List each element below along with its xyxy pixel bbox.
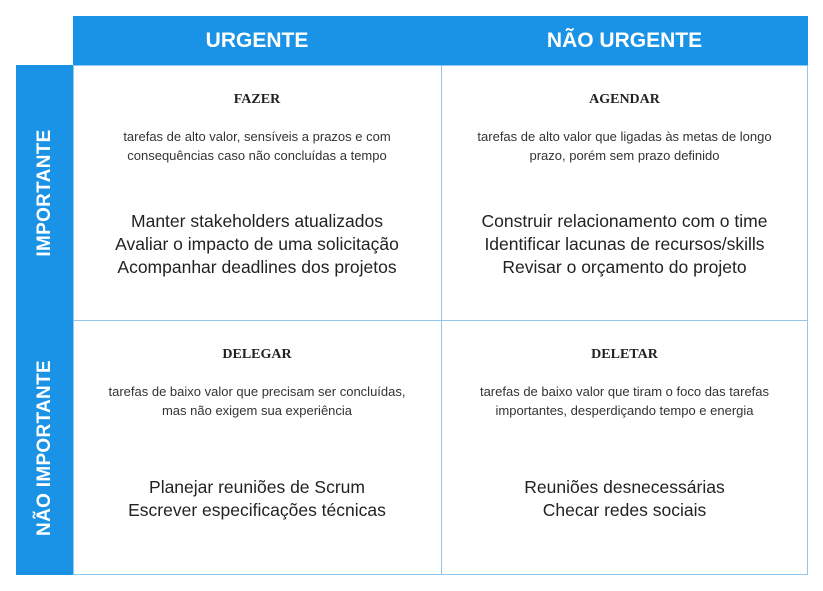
task-item: Avaliar o impacto de uma solicitação [115,234,399,254]
quadrant-title: AGENDAR [589,92,660,107]
task-item: Escrever especificações técnicas [128,500,386,520]
row-header-important [16,65,73,320]
quadrant-title: DELEGAR [222,347,292,362]
row-label-not-important: NÃO IMPORTANTE [33,359,55,536]
task-item: Planejar reuniões de Scrum [149,477,365,497]
quadrant-schedule [441,65,808,320]
quadrant-delegate [73,320,441,575]
column-header-urgent: URGENTE [73,16,441,65]
quadrant-task-list [441,210,808,279]
task-item: Identificar lacunas de recursos/skills [484,234,765,254]
row-label-important: IMPORTANTE [33,128,55,257]
quadrant-task-list [73,476,441,522]
quadrant-title: DELETAR [591,347,658,362]
quadrant-description: tarefas de alto valor, sensíveis a prazos e com consequências caso não concluídas a tempo [123,129,391,163]
task-item: Revisar o orçamento do projeto [502,257,747,277]
quadrant-description: tarefas de alto valor que ligadas às metas de longo prazo, porém sem prazo definido [477,129,772,163]
quadrant-description: tarefas de baixo valor que tiram o foco das tarefas importantes, desperdiçando tempo e energia [479,384,770,418]
quadrant-do [73,65,441,320]
quadrant-title: FAZER [233,92,281,107]
task-item: Construir relacionamento com o time [481,211,768,231]
task-item: Acompanhar deadlines dos projetos [117,257,397,277]
column-header-not-urgent: NÃO URGENTE [441,16,808,65]
quadrant-description: tarefas de baixo valor que precisam ser concluídas, mas não exigem sua experiência [108,384,406,418]
row-header-not-important [16,320,73,575]
quadrant-task-list [441,476,808,522]
quadrant-task-list [73,210,441,279]
quadrant-delete [441,320,808,575]
task-item: Manter stakeholders atualizados [131,211,383,231]
task-item: Checar redes sociais [542,500,707,520]
task-item: Reuniões desnecessárias [524,477,725,497]
